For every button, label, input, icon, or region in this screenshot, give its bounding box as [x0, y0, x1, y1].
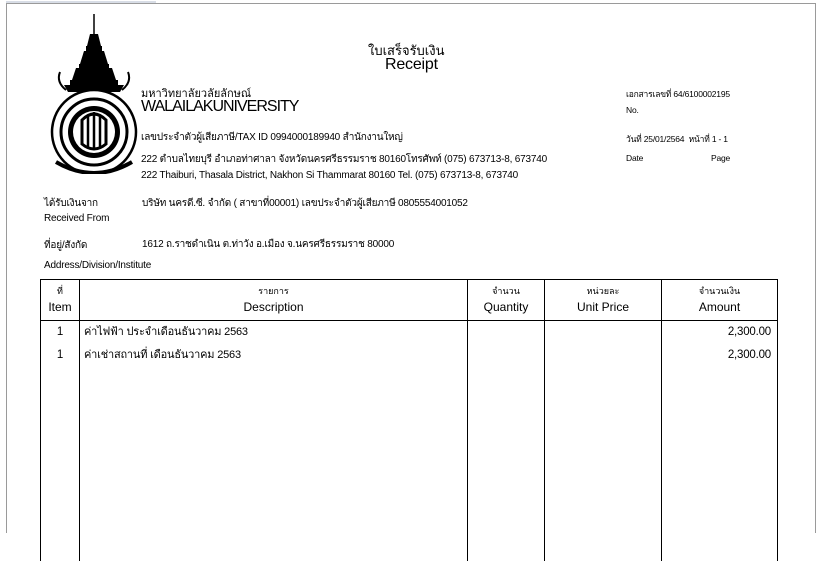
received-from-label-thai: ได้รับเงินจาก: [44, 198, 98, 209]
address-label-english: Address/Division/Institute: [44, 260, 152, 271]
address-label-thai: ที่อยู่/สังกัด: [44, 240, 88, 251]
date-label-en: Date: [626, 153, 644, 163]
table-row-unit-price: [545, 321, 661, 344]
table-row-description: ค่าเช่าสถานที่ เดือนธันวาคม 2563: [84, 349, 241, 361]
table-header-row: [41, 280, 778, 321]
table-body: [41, 321, 778, 561]
description-column: [80, 321, 468, 561]
received-from-value: บริษัท นครดี.ซี. จำกัด ( สาขาที่00001) เลขประจำตัวผู้เสียภาษี 0805554001052: [142, 198, 468, 209]
table-row-quantity: [468, 344, 544, 367]
issuer-address-thai: 222 ตำบลไทยบุรี อำเภอท่าศาลา จังหวัดนครศรีธรรมราช 80160โทรศัพท์ (075) 673713-8, 673740: [141, 154, 547, 165]
received-from-label-english: Received From: [44, 213, 110, 224]
column-header-quantity: จำนวน Quantity: [468, 280, 545, 321]
doc-number: เอกสารเลขที่ 64/6100002195: [626, 89, 730, 99]
title-thai: ใบเสร็จรับเงิน: [368, 44, 445, 59]
page-label-en: Page: [711, 153, 731, 163]
items-table: [40, 279, 778, 561]
column-header-description: รายการ Description: [80, 280, 468, 321]
quantity-column: [468, 321, 545, 561]
table-row-amount: 2,300.00: [727, 326, 771, 338]
doc-date-page: วันที่ 25/01/2564 หน้าที่ 1 - 1: [626, 134, 728, 144]
address-value: 1612 ถ.ราชดำเนิน ต.ท่าวัง อ.เมือง จ.นครศรีธรรมราช 80000: [142, 239, 395, 250]
column-header-item: ที่ Item: [41, 280, 80, 321]
university-name-thai: มหาวิทยาลัยวลัยลักษณ์: [141, 87, 252, 100]
column-header-amount: จำนวนเงิน Amount: [662, 280, 778, 321]
table-row-amount: 2,300.00: [727, 349, 771, 361]
table-row-item: 1: [56, 326, 64, 338]
table-row-unit-price: [545, 344, 661, 367]
university-name-english: WALAILAKUNIVERSITY: [141, 98, 299, 115]
column-header-unit-price: หน่วยละ Unit Price: [545, 280, 662, 321]
doc-number-label-en: No.: [626, 105, 639, 115]
table-row-description: ค่าไฟฟ้า ประจำเดือนธันวาคม 2563: [84, 326, 248, 338]
tax-id-line: เลขประจำตัวผู้เสียภาษี/TAX ID 0994000189940 สำนักงานใหญ่: [141, 132, 403, 143]
university-emblem: [46, 12, 142, 174]
title-english: Receipt: [385, 56, 438, 73]
issuer-address-english: 222 Thaiburi, Thasala District, Nakhon Si Thammarat 80160 Tel. (075) 673713-8, 673740: [141, 170, 518, 181]
amount-column: [662, 321, 778, 561]
table-row-quantity: [468, 321, 544, 344]
table-row-item: 1: [56, 349, 64, 361]
unit-price-column: [545, 321, 662, 561]
item-column: [41, 321, 80, 561]
